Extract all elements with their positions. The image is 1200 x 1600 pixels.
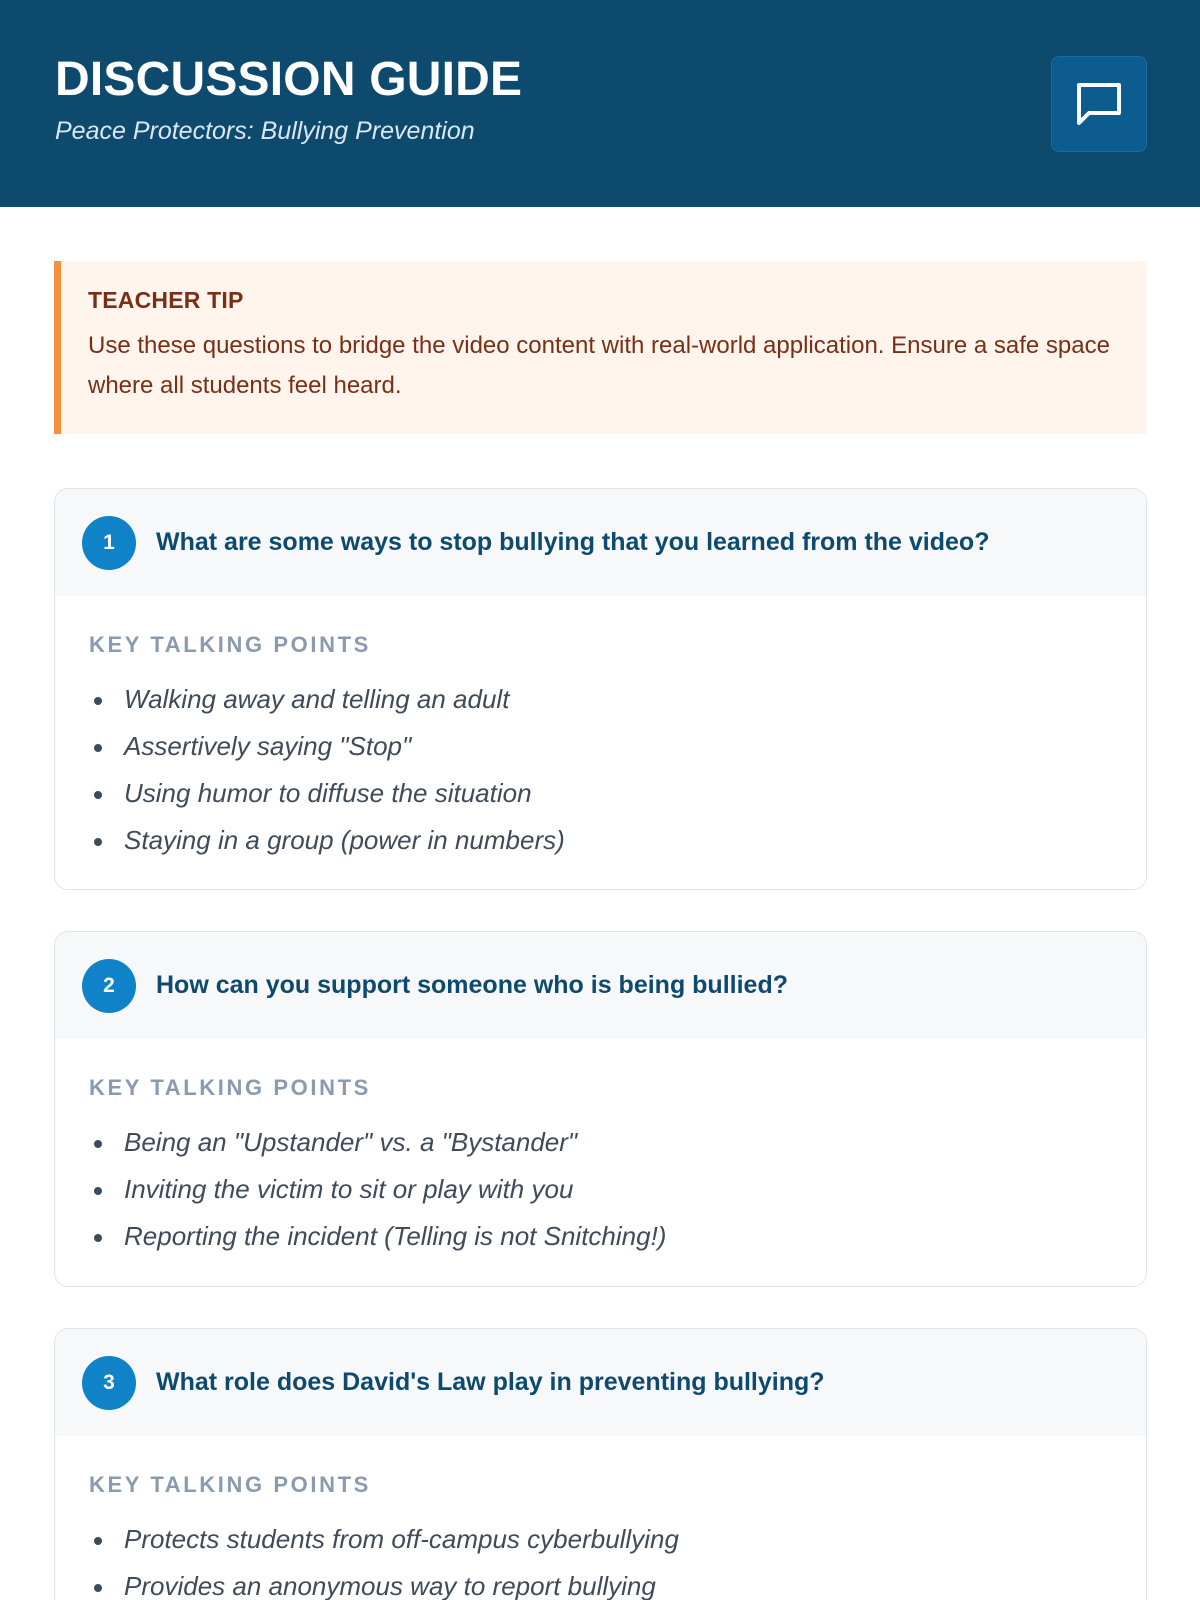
list-item: Using humor to diffuse the situation	[89, 770, 1112, 817]
list-item: Staying in a group (power in numbers)	[89, 817, 1112, 864]
page-title: DISCUSSION GUIDE	[55, 53, 523, 106]
question-number-badge: 2	[82, 959, 136, 1013]
question-text: What are some ways to stop bullying that you learned from the video?	[156, 528, 990, 556]
question-number-badge: 1	[82, 516, 136, 570]
chat-bubble-icon	[1074, 81, 1124, 127]
page-header	[0, 0, 1200, 207]
question-card-3	[54, 1328, 1147, 1600]
list-item: Provides an anonymous way to report bullying	[89, 1563, 1112, 1600]
list-item: Being an "Upstander" vs. a "Bystander"	[89, 1119, 1112, 1166]
question-text: How can you support someone who is being bullied?	[156, 971, 788, 999]
list-item: Assertively saying "Stop"	[89, 723, 1112, 770]
talking-points-list	[89, 676, 1112, 864]
question-text: What role does David's Law play in preventing bullying?	[156, 1368, 825, 1396]
teacher-tip-text: Use these questions to bridge the video content with real-world application. Ensure a safe space where all students feel heard.	[88, 332, 1110, 399]
list-item: Inviting the victim to sit or play with you	[89, 1166, 1112, 1213]
question-number-badge: 3	[82, 1356, 136, 1410]
talking-points-list	[89, 1119, 1112, 1260]
key-talking-points-label: KEY TALKING POINTS	[89, 1472, 371, 1497]
list-item: Walking away and telling an adult	[89, 676, 1112, 723]
key-talking-points-label: KEY TALKING POINTS	[89, 1075, 371, 1100]
question-card-2	[54, 931, 1147, 1287]
page-subtitle: Peace Protectors: Bullying Prevention	[55, 117, 475, 145]
key-talking-points-label: KEY TALKING POINTS	[89, 632, 371, 657]
talking-points-list	[89, 1516, 1112, 1600]
list-item: Reporting the incident (Telling is not Snitching!)	[89, 1213, 1112, 1260]
list-item: Protects students from off-campus cyberbullying	[89, 1516, 1112, 1563]
question-header	[55, 489, 1146, 596]
discussion-button[interactable]	[1051, 56, 1147, 152]
question-card-1	[54, 488, 1147, 890]
teacher-tip-label: TEACHER TIP	[88, 287, 244, 313]
question-header	[55, 1329, 1146, 1436]
teacher-tip	[54, 261, 1147, 434]
question-header	[55, 932, 1146, 1039]
